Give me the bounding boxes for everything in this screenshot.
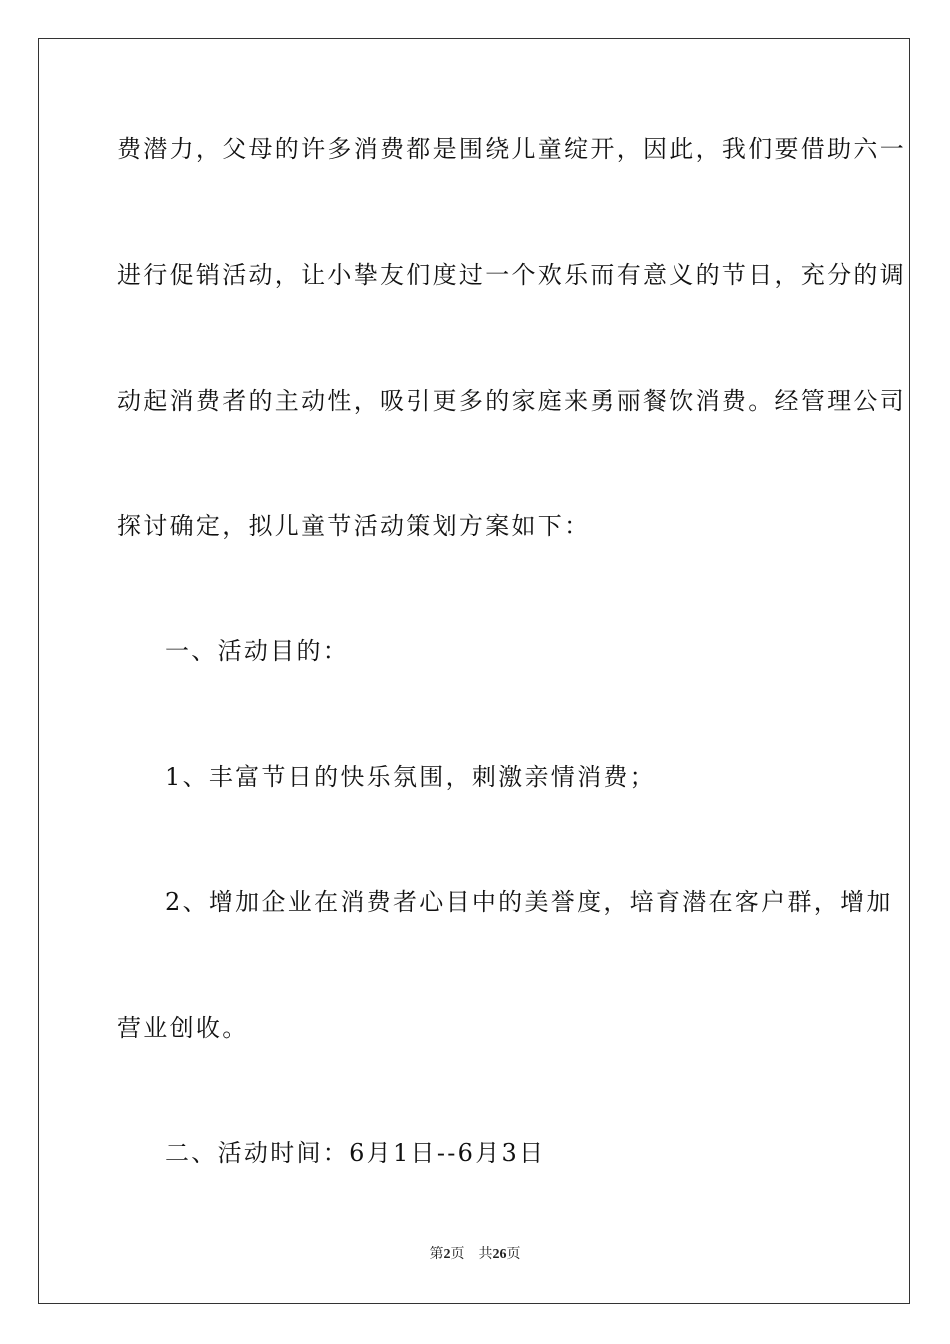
body-line-2: 进行促销活动，让小挚友们度过一个欢乐而有意义的节日，充分的调 xyxy=(117,261,906,289)
page-footer xyxy=(0,1246,950,1264)
body-line-4: 探讨确定，拟儿童节活动策划方案如下： xyxy=(117,512,591,540)
page-number: 2 xyxy=(443,1247,451,1262)
section-heading-purpose: 一、活动目的： xyxy=(165,637,350,665)
section-heading-time: 二、活动时间：6月1日--6月3日 xyxy=(165,1139,546,1167)
total-pages: 26 xyxy=(492,1247,507,1262)
list-item-2: 2、增加企业在消费者心目中的美誉度，培育潜在客户群，增加 xyxy=(165,888,893,916)
body-line-1: 费潜力，父母的许多消费都是围绕儿童绽开，因此，我们要借助六一 xyxy=(117,135,906,163)
total-suffix: 页 xyxy=(506,1247,521,1262)
list-item-2-continued: 营业创收。 xyxy=(117,1014,249,1042)
page-border xyxy=(38,38,910,1304)
list-item-1: 1、丰富节日的快乐氛围，刺激亲情消费； xyxy=(165,763,656,791)
total-prefix: 共 xyxy=(478,1247,493,1262)
page-prefix: 第 xyxy=(429,1247,444,1262)
body-line-3: 动起消费者的主动性，吸引更多的家庭来勇丽餐饮消费。经管理公司 xyxy=(117,387,906,415)
page-suffix: 页 xyxy=(450,1247,465,1262)
